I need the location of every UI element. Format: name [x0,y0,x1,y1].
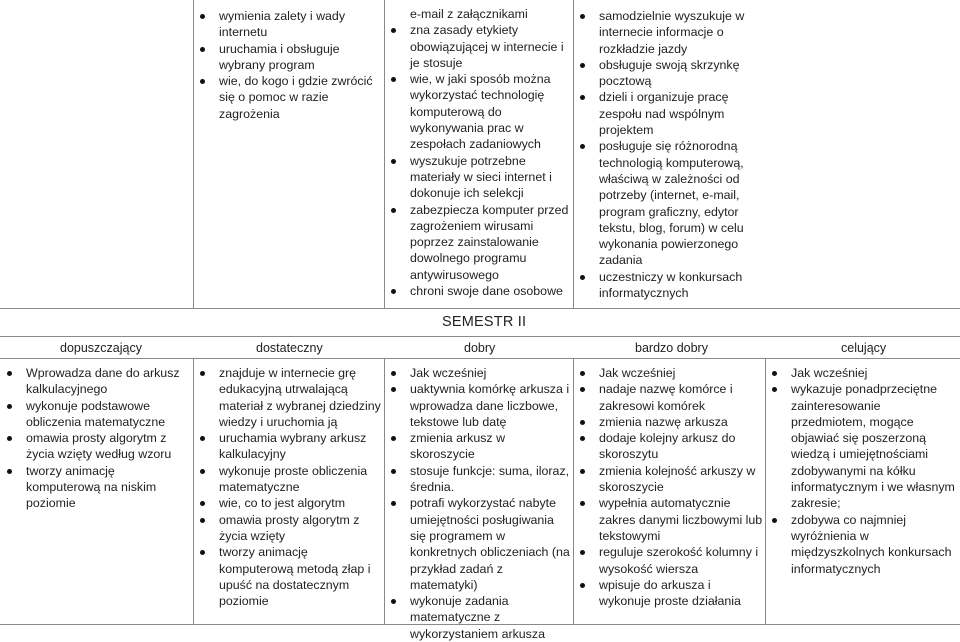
list-item: zna zasady etykiety obowiązującej w internecie i je stosuje [387,22,571,71]
col-dopuszczajacy [3,365,191,512]
list-item: Jak wcześniej [576,365,763,381]
rule-top-col-c [573,0,574,308]
list-item: zmienia kolejność arkuszy w skoroszycie [576,463,763,496]
list-item: wie, do kogo i gdzie zwrócić się o pomoc w razie zagrożenia [196,73,382,122]
list-item: tworzy animację komputerową metodą złap i upuść na dostatecznym poziomie [196,544,382,609]
list-item: uaktywnia komórkę arkusza i wprowadza dane liczbowe, tekstowe lub datę [387,381,571,430]
col-dostateczny [196,365,382,609]
rule-top-section-bottom [0,308,960,309]
list-item: uruchamia wybrany arkusz kalkulacyjny [196,430,382,463]
top-col-1 [196,8,382,122]
list-item: obsługuje swoją skrzynkę pocztową [576,57,758,90]
top-col-2 [387,6,571,299]
list-item: chroni swoje dane osobowe [387,283,571,299]
list-item: wykonuje podstawowe obliczenia matematyczne [3,398,191,431]
grade-header-dobry: dobry [464,341,496,355]
list-item: Wprowadza dane do arkusz kalkulacyjnego [3,365,191,398]
list-item: wyszukuje potrzebne materiały w sieci internet i dokonuje ich selekcji [387,153,571,202]
rule-top-col-b [384,0,385,308]
rule-bottom-col-2 [384,358,385,624]
col-dobry [387,365,571,642]
list-item: omawia prosty algorytm z życia wzięty według wzoru [3,430,191,463]
list-item: uczestniczy w konkursach informatycznych [576,269,758,302]
list-item: dodaje kolejny arkusz do skoroszytu [576,430,763,463]
list-item: zmienia nazwę arkusza [576,414,763,430]
list-item: wymienia zalety i wady internetu [196,8,382,41]
list-item: wypełnia automatycznie zakres danymi liczbowymi lub tekstowymi [576,495,763,544]
list-item: nadaje nazwę komórce i zakresowi komórek [576,381,763,414]
col-bardzo-dobry [576,365,763,609]
list-item: Jak wcześniej [387,365,571,381]
rule-header-top [0,336,960,337]
list-item-continued: e-mail z załącznikami [410,7,528,21]
rule-top-col-a [193,0,194,308]
list-item: znajduje w internecie grę edukacyjną utrwalającą materiał z wybranej dziedziny wiedzy i uruchomia ją [196,365,382,430]
list-item: zabezpiecza komputer przed zagrożeniem wirusami poprzez zainstalowanie dowolnego programu antywirusowego [387,202,571,283]
grade-header-celujacy: celujący [841,341,887,355]
list-item: tworzy animację komputerową na niskim poziomie [3,463,191,512]
rule-bottom-col-3 [573,358,574,624]
list-item: wykonuje proste obliczenia matematyczne [196,463,382,496]
rule-bottom-col-1 [193,358,194,624]
col-celujacy [768,365,956,577]
list-item: wykonuje zadania matematyczne z wykorzystaniem arkusza [387,593,571,642]
list-item: samodzielnie wyszukuje w internecie informacje o rozkładzie jazdy [576,8,758,57]
list-item: wpisuje do arkusza i wykonuje proste działania [576,577,763,610]
grade-header-bardzo-dobry: bardzo dobry [635,341,708,355]
list-item: Jak wcześniej [768,365,956,381]
grade-header-dopuszczajacy: dopuszczający [60,341,142,355]
list-item: dzieli i organizuje pracę zespołu nad wspólnym projektem [576,89,758,138]
list-item: wie, co to jest algorytm [196,495,382,511]
list-item: wie, w jaki sposób można wykorzystać technologię komputerową do wykonywania prac w zespołach zadaniowych [387,71,571,152]
list-item: uruchamia i obsługuje wybrany program [196,41,382,74]
rule-header-bottom [0,358,960,359]
list-item: zdobywa co najmniej wyróżnienia w międzyszkolnych konkursach informatycznych [768,512,956,577]
list-item: stosuje funkcje: suma, iloraz, średnia. [387,463,571,496]
top-col-3 [576,8,758,301]
list-item: potrafi wykorzystać nabyte umiejętności posługiwania się programem w konkretnych obliczeniach (na przykład zadań z matematyki) [387,495,571,593]
list-item: wykazuje ponadprzeciętne zainteresowanie przedmiotem, mogące objawiać się poszerzoną wiedzą i umiejętnościami zdobywanymi na kółku informatycznym i we własnym zakresie; [768,381,956,511]
list-item: zmienia arkusz w skoroszycie [387,430,571,463]
list-item: omawia prosty algorytm z życia wzięty [196,512,382,545]
semester-title: SEMESTR II [442,314,527,330]
grade-header-dostateczny: dostateczny [256,341,323,355]
list-item: posługuje się różnorodną technologią komputerową, właściwą w zależności od potrzeby (internet, e-mail, program graficzny, edytor tekstu, blog, forum) w celu wykonania powierzonego zadania [576,138,758,268]
list-item: reguluje szerokość kolumny i wysokość wiersza [576,544,763,577]
rule-bottom-col-4 [765,358,766,624]
